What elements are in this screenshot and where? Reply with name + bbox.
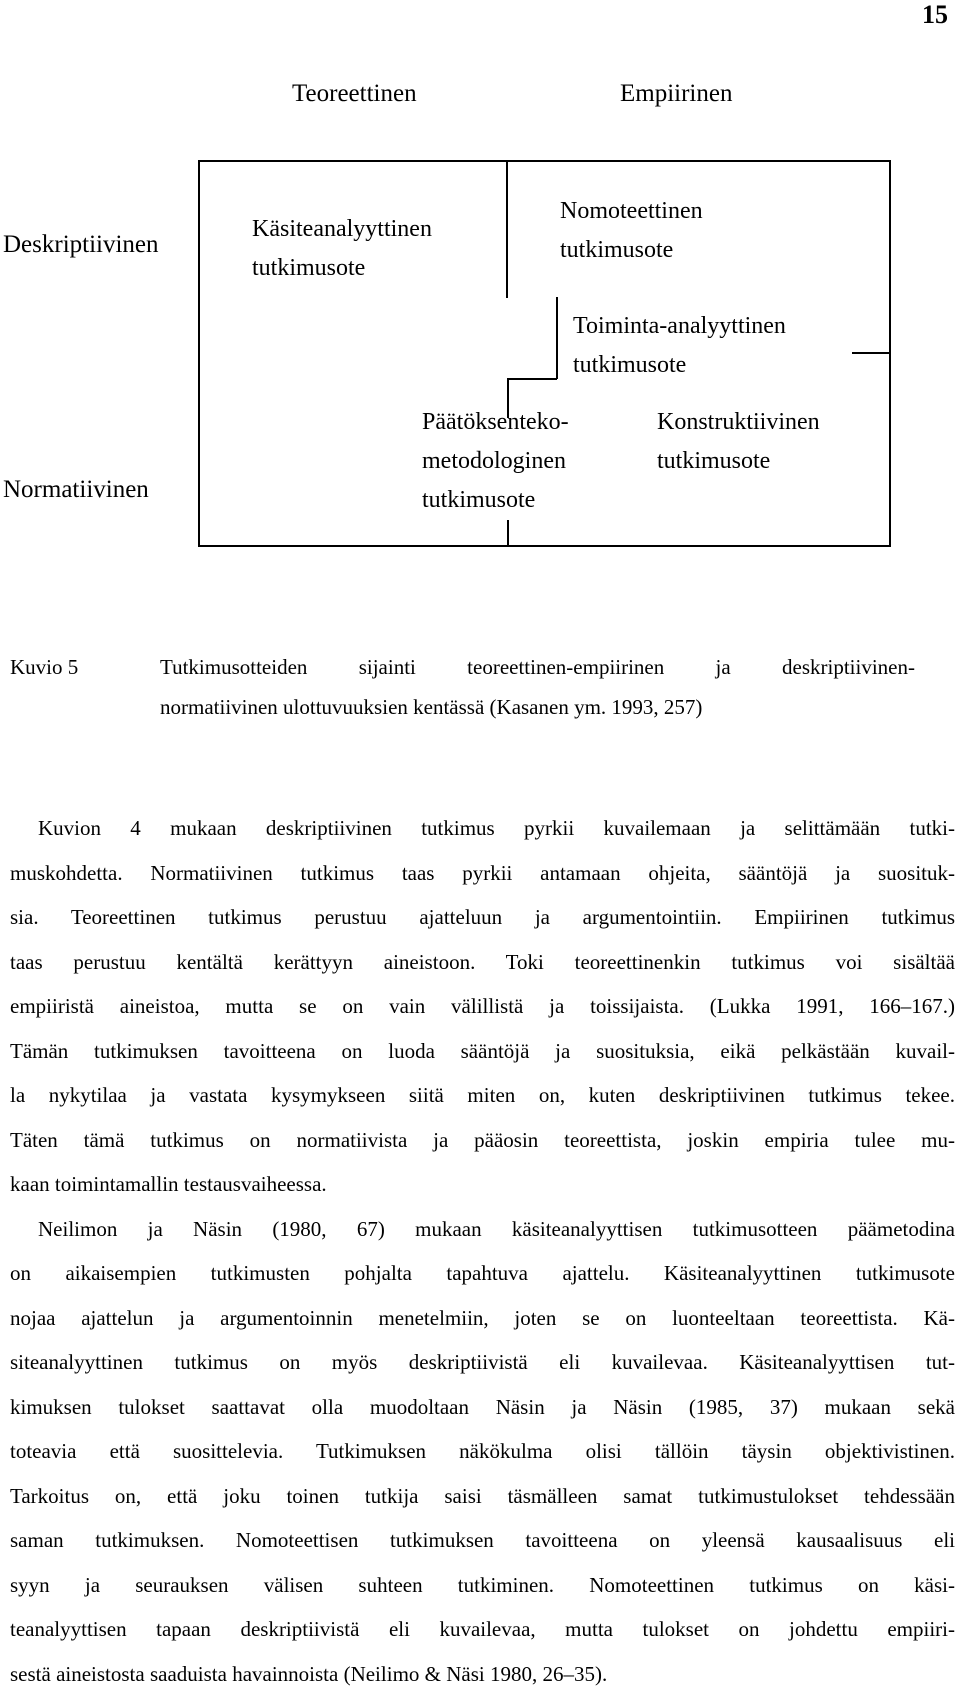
row-header-descriptive: Deskriptiivinen	[3, 231, 159, 259]
row-header-normative: Normatiivinen	[3, 476, 149, 504]
page-number: 15	[922, 0, 948, 30]
cell-action-analytical: Toiminta-analyyttinen tutkimusote	[573, 307, 786, 385]
cell-decision-methodological: Päätöksenteko- metodologinen tutkimusote	[422, 403, 569, 520]
cell-constructive: Konstruktiivinen tutkimusote	[657, 403, 820, 481]
figure-caption-text: Tutkimusotteiden sijainti teoreettinen-empiirinen ja deskriptiivinen- normatiivinen ulottuvuuksien kentässä (Kasanen ym. 1993, 257)	[160, 647, 915, 727]
action-bracket-line-right	[852, 352, 890, 354]
action-bracket-line-left	[507, 378, 557, 380]
column-header-empirical: Empiirinen	[620, 80, 732, 108]
top-divider-line	[506, 160, 508, 298]
cell-conceptual-analytical: Käsiteanalyyttinen tutkimusote	[252, 210, 432, 288]
body-text	[10, 806, 955, 1696]
paragraph-2: Neilimon ja Näsin (1980, 67) mukaan käsiteanalyyttisen tutkimusotteen päämetodina on aikaisempien tutkimusten pohjalta tapahtuva ajattelu. Käsiteanalyyttinen tutkimusote nojaa ajattelun ja argumentoinnin menetelmiin, joten se on luonteeltaan teoreettista. Kä- siteanalyyttinen tutkimus on myös deskriptiivistä eli kuvailevaa. Käsiteanalyyttisen tut- kimuksen tulokset saattavat olla muodoltaan Näsin ja Näsin (1985, 37) mukaan sekä toteavia että suosittelevia. Tutkimuksen näkökulma olisi tällöin täysin objektivistinen. Tarkoitus on, että joku toinen tutkija saisi täsmälleen samat tutkimustulokset tehdessään saman tutkimuksen. Nomoteettisen tutkimuksen tavoitteena on yleensä kausaalisuus eli syyn ja seurauksen välisen suhteen tutkiminen. Nomoteettinen tutkimus on käsi- teanalyyttisen tapaan deskriptiivistä eli kuvailevaa, mutta tulokset on johdettu empiiri- sestä aineistosta saaduista havainnoista (Neilimo & Näsi 1980, 26–35).	[10, 1207, 955, 1696]
action-divider-line	[556, 297, 558, 379]
frame-top-line	[198, 160, 891, 162]
cell-nomothetic: Nomoteettinen tutkimusote	[560, 192, 703, 270]
bottom-divider-line	[507, 520, 509, 547]
figure-caption-label: Kuvio 5	[10, 647, 78, 687]
paragraph-1: Kuvion 4 mukaan deskriptiivinen tutkimus pyrkii kuvailemaan ja selittämään tutki- muskohdetta. Normatiivinen tutkimus taas pyrkii antamaan ohjeita, sääntöjä ja suosituk- sia. Teoreettinen tutkimus perustuu ajatteluun ja argumentointiin. Empiirinen tutkimus taas perustuu kentältä kerättyyn aineistoon. Toki teoreettinenkin tutkimus voi sisältää empiiristä aineistoa, mutta se on vain välillistä ja toissijaista. (Lukka 1991, 166–167.) Tämän tutkimuksen tavoitteena on luoda sääntöjä ja suosituksia, eikä pelkästään kuvail- la nykytilaa ja vastata kysymykseen siitä miten on, kuten deskriptiivinen tutkimus tekee. Täten tämä tutkimus on normatiivista ja pääosin teoreettista, joskin empiria tulee mu- kaan toimintamallin testausvaiheessa.	[10, 806, 955, 1207]
column-header-theoretical: Teoreettinen	[292, 80, 417, 108]
frame-left-line	[198, 160, 200, 547]
frame-bottom-line	[198, 545, 891, 547]
